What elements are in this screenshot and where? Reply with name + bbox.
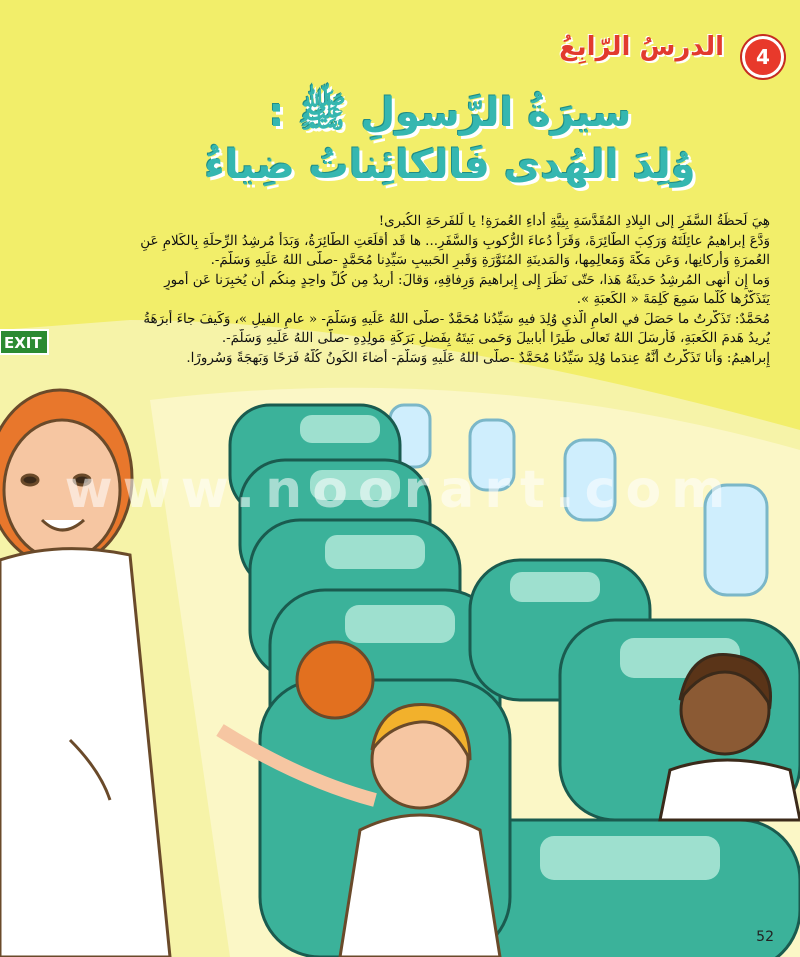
story-paragraph: يَتَذَكَّرُها كُلَّما سَمِعَ كَلِمَةَ « الكَعبَةِ ». (576, 292, 770, 307)
story-paragraph: يُريدُ هَدمَ الكَعبَةِ، فَأَرسَلَ اللهُ تَعالى طَيرًا أَبابيلَ وَحَمى بَيتَهُ بِفَضلِ بَرَكَةِ مَولِدِهِ -صلّى اللهُ عَلَيهِ وَسَلَّمَ-. (221, 331, 770, 346)
exit-sign-label: EXIT (4, 334, 42, 352)
story-paragraph: العُمرَةِ وَأَركانِها، وَعَن مَكَّةَ وَمَعالِمِها، وَالمَدينَةِ المُنَوَّرَةِ وَقَبرِ الحَبيبِ سَيِّدِنا مُحَمَّدٍ -صلّى اللهُ عَلَيهِ وَسَلَّمَ-. (210, 253, 770, 268)
story-paragraph: هِيَ لَحظَةُ السَّفَرِ إلى البِلادِ المُقَدَّسَةِ بِنِيَّةِ أَداءِ العُمرَةِ! يا لَلفَرحَةِ الكُبرى! (378, 214, 770, 229)
page-number: 52 (756, 929, 774, 945)
story-paragraph: وَما إِن أَنهى المُرشِدُ حَديثَهُ هَذا، حَتّى نَظَرَ إِلى إِبراهيمَ وَرِفاقِهِ، وَقالَ: أُريدُ مِن كُلِّ واحِدٍ مِنكُم أَن يُخبِرَنا عَن أُمورٍ (164, 272, 770, 288)
watermark: www.noorart.com (64, 460, 736, 520)
page-title-line-2: وُلِدَ الهُدى فَالكائِناتُ ضِياءُ (204, 142, 696, 188)
story-paragraph: إِبراهيمُ: وَأَنا تَذَكَّرتُ أَنَّهُ عِندَما وُلِدَ سَيِّدُنا مُحَمَّدٌ -صلّى اللهُ عَلَيهِ وَسَلَّمَ- أَضاءَ الكَونُ كُلُّهُ فَرَحًا وَبَهجَةً وَسُرورًا. (186, 350, 770, 366)
story-paragraph: وَدَّعَ إبراهيمُ عائِلَتَهُ وَرَكِبَ الطّائِرَةَ، وَقَرَأَ دُعاءَ الرُّكوبِ وَالسَّفَرِ... ها قَد أَقلَعَتِ الطّائِرَةُ، وَبَدَأَ مُرشِدُ الرِّحلَةِ بِالكَلامِ عَنِ (140, 233, 770, 249)
page-title-line-1: سيرَةُ الرَّسولِ ﷺ : (268, 90, 632, 136)
story-paragraph: مُحَمَّدٌ: تَذَكَّرتُ ما حَصَلَ في العامِ الَّذي وُلِدَ فيهِ سَيِّدُنا مُحَمَّدٌ -صلّى اللهُ عَلَيهِ وَسَلَّمَ- « عامِ الفيلِ »، وَكَيفَ جاءَ أَبرَهَةُ (143, 311, 770, 327)
boy-red-hair (297, 642, 373, 718)
lesson-label: الدرسُ الرّابِعُ (559, 32, 724, 62)
story-text (30, 212, 770, 368)
lesson-number-badge: 4 (742, 36, 784, 78)
